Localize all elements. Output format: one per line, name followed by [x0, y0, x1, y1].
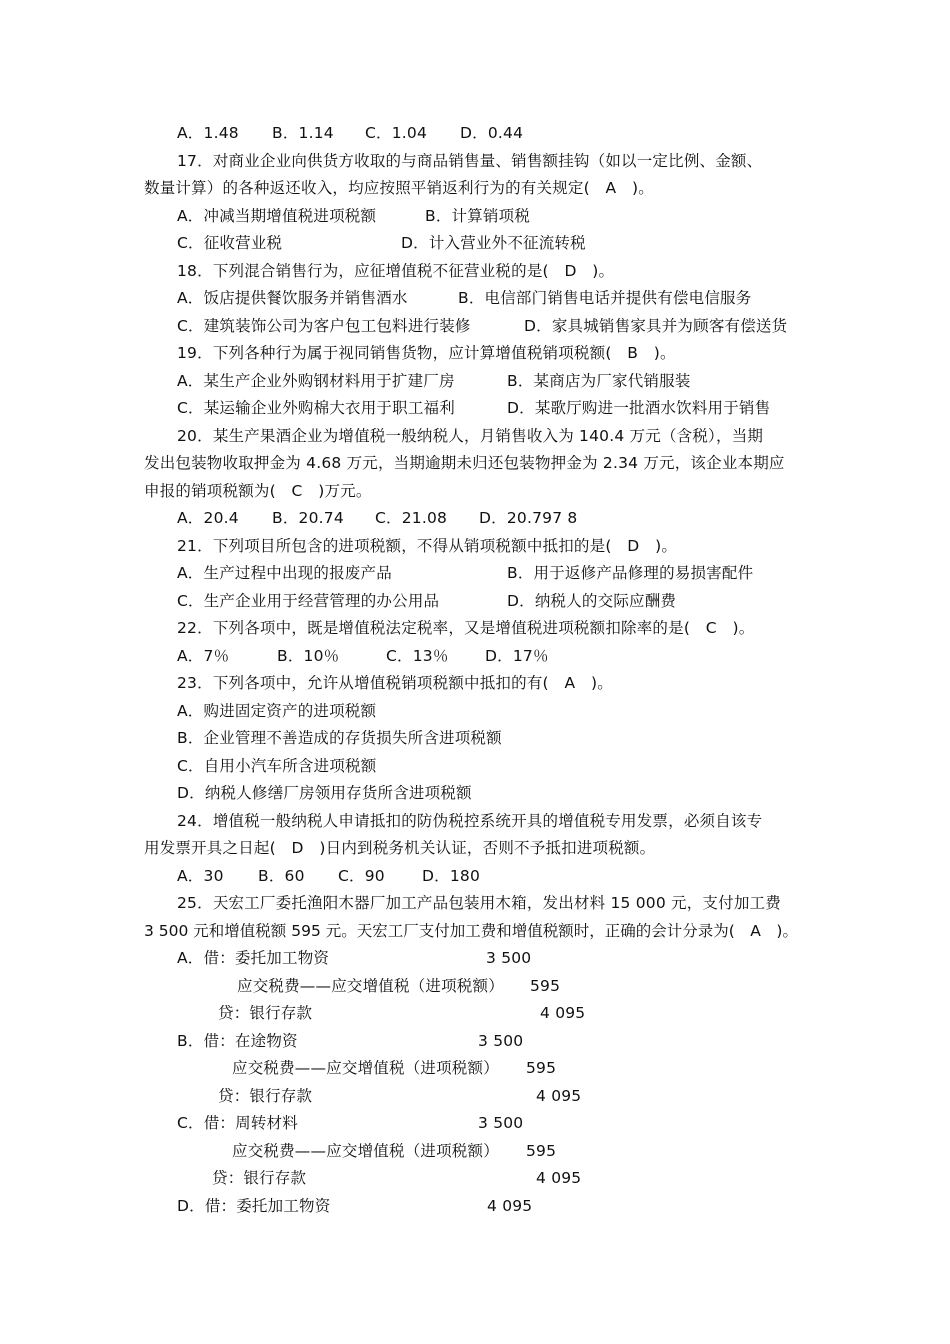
- q20-option-b: B．20.74: [272, 509, 344, 527]
- q25-b-credit-account: 贷：银行存款: [218, 1087, 313, 1105]
- q20-stem-line1: 20．某生产果酒企业为增值税一般纳税人，月销售收入为 140.4 万元（含税），当期: [177, 427, 764, 445]
- q25-a-tax-account: 应交税费——应交增值税（进项税额）: [237, 977, 504, 995]
- q19-option-d: D．某歌厅购进一批酒水饮料用于销售: [507, 399, 771, 417]
- q22-option-c: C．13％: [386, 647, 449, 665]
- q25-a-debit-account: A．借：委托加工物资: [177, 949, 330, 967]
- q25-c-debit-amount: 3 500: [478, 1114, 524, 1132]
- q25-b-debit-amount: 3 500: [478, 1032, 524, 1050]
- q17-option-b: B．计算销项税: [425, 207, 531, 225]
- q16-option-a: A．1.48: [177, 124, 239, 142]
- q24-stem-line1: 24．增值税一般纳税人申请抵扣的防伪税控系统开具的增值税专用发票，必须自该专: [177, 812, 763, 830]
- q20-stem-line3: 申报的销项税额为( C )万元。: [144, 482, 372, 500]
- q21-option-d: D．纳税人的交际应酬费: [507, 592, 677, 610]
- q25-stem-line1: 25．天宏工厂委托渔阳木器厂加工产品包装用木箱，发出材料 15 000 元，支付加工费: [177, 894, 781, 912]
- q17-stem-line1: 17．对商业企业向供货方收取的与商品销售量、销售额挂钩（如以一定比例、金额、: [177, 152, 763, 170]
- q19-option-a: A．某生产企业外购钢材料用于扩建厂房: [177, 372, 455, 390]
- q25-a-tax-amount: 595: [530, 977, 561, 995]
- q25-c-tax-amount: 595: [526, 1142, 557, 1160]
- q21-option-a: A．生产过程中出现的报废产品: [177, 564, 392, 582]
- q17-option-a: A．冲减当期增值税进项税额: [177, 207, 377, 225]
- q25-c-tax-account: 应交税费——应交增值税（进项税额）: [232, 1142, 499, 1160]
- q25-d-debit-account: D．借：委托加工物资: [177, 1197, 331, 1215]
- q18-option-a: A．饭店提供餐饮服务并销售酒水: [177, 289, 408, 307]
- q20-stem-line2: 发出包装物收取押金为 4.68 万元，当期逾期未归还包装物押金为 2.34 万元，该企业本期应: [144, 454, 785, 472]
- q20-option-d: D．20.797 8: [479, 509, 578, 527]
- q25-c-debit-account: C．借：周转材料: [177, 1114, 298, 1132]
- q25-b-debit-account: B．借：在途物资: [177, 1032, 298, 1050]
- q18-option-d: D．家具城销售家具并为顾客有偿送货: [524, 317, 788, 335]
- q23-option-d: D．纳税人修缮厂房领用存货所含进项税额: [177, 784, 472, 802]
- q21-stem: 21．下列项目所包含的进项税额，不得从销项税额中抵扣的是( D )。: [177, 537, 678, 555]
- q24-stem-line2: 用发票开具之日起( D )日内到税务机关认证，否则不予抵扣进项税额。: [144, 839, 656, 857]
- q23-option-b: B．企业管理不善造成的存货损失所含进项税额: [177, 729, 502, 747]
- q22-option-d: D．17％: [485, 647, 549, 665]
- q16-option-b: B．1.14: [272, 124, 334, 142]
- q25-stem-line2: 3 500 元和增值税额 595 元。天宏工厂支付加工费和增值税额时，正确的会计分录为( A )。: [144, 922, 798, 940]
- q25-c-credit-amount: 4 095: [536, 1169, 582, 1187]
- q16-option-d: D．0.44: [460, 124, 524, 142]
- q25-b-tax-amount: 595: [526, 1059, 557, 1077]
- q18-stem: 18．下列混合销售行为，应征增值税不征营业税的是( D )。: [177, 262, 615, 280]
- q24-option-a: A．30: [177, 867, 224, 885]
- q16-option-c: C．1.04: [365, 124, 428, 142]
- q17-stem-line2: 数量计算）的各种返还收入，均应按照平销返利行为的有关规定( A )。: [144, 179, 654, 197]
- q23-stem: 23．下列各项中，允许从增值税销项税额中抵扣的有( A )。: [177, 674, 613, 692]
- q25-b-tax-account: 应交税费——应交增值税（进项税额）: [232, 1059, 499, 1077]
- q19-option-b: B．某商店为厂家代销服装: [507, 372, 691, 390]
- q25-c-credit-account: 贷：银行存款: [212, 1169, 307, 1187]
- q24-option-b: B．60: [258, 867, 305, 885]
- q19-option-c: C．某运输企业外购棉大衣用于职工福利: [177, 399, 455, 417]
- q24-option-c: C．90: [338, 867, 385, 885]
- q23-option-c: C．自用小汽车所含进项税额: [177, 757, 377, 775]
- q25-a-debit-amount: 3 500: [486, 949, 532, 967]
- q17-option-c: C．征收营业税: [177, 234, 283, 252]
- q22-option-a: A．7％: [177, 647, 230, 665]
- q20-option-c: C．21.08: [375, 509, 448, 527]
- q24-option-d: D．180: [422, 867, 481, 885]
- q18-option-b: B．电信部门销售电话并提供有偿电信服务: [458, 289, 752, 307]
- q22-option-b: B．10％: [277, 647, 340, 665]
- q17-option-d: D．计入营业外不征流转税: [401, 234, 586, 252]
- q25-a-credit-account: 贷：银行存款: [218, 1004, 313, 1022]
- q22-stem: 22．下列各项中，既是增值税法定税率，又是增值税进项税额扣除率的是( C )。: [177, 619, 755, 637]
- q25-a-credit-amount: 4 095: [540, 1004, 586, 1022]
- q23-option-a: A．购进固定资产的进项税额: [177, 702, 377, 720]
- q18-option-c: C．建筑装饰公司为客户包工包料进行装修: [177, 317, 471, 335]
- q21-option-b: B．用于返修产品修理的易损害配件: [507, 564, 754, 582]
- q25-d-debit-amount: 4 095: [487, 1197, 533, 1215]
- q25-b-credit-amount: 4 095: [536, 1087, 582, 1105]
- q19-stem: 19．下列各种行为属于视同销售货物，应计算增值税销项税额( B )。: [177, 344, 676, 362]
- q21-option-c: C．生产企业用于经营管理的办公用品: [177, 592, 440, 610]
- q20-option-a: A．20.4: [177, 509, 239, 527]
